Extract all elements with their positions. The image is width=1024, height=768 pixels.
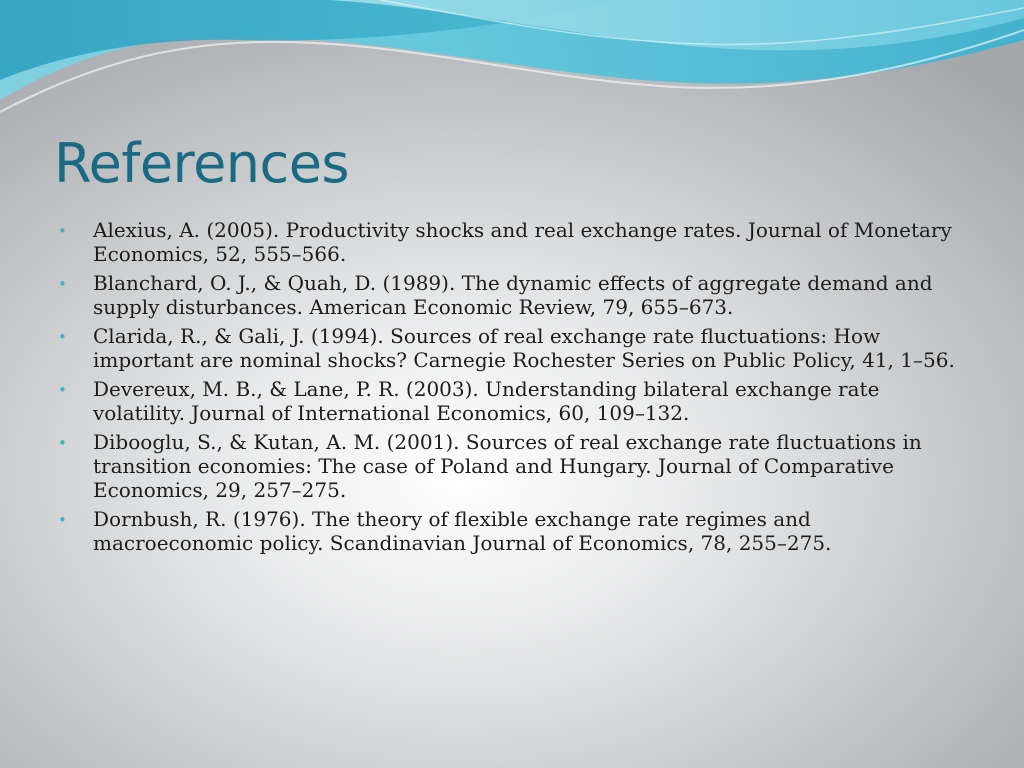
reference-item [58, 271, 958, 319]
bullet-dot-icon: • [58, 381, 67, 399]
reference-text: Dornbush, R. (1976). The theory of flexible exchange rate regimes and macroeconomic policy. Scandinavian Journal of Economics, 78, 255–275. [93, 507, 832, 555]
reference-list [58, 218, 958, 560]
reference-text: Clarida, R., & Gali, J. (1994). Sources of real exchange rate fluctuations: How important are nominal shocks? Carnegie Rochester Series on Public Policy, 41, 1–56. [93, 324, 955, 372]
bullet-dot-icon: • [58, 222, 67, 240]
reference-item [58, 324, 958, 372]
reference-item [58, 430, 958, 502]
slide-title: References [54, 132, 350, 195]
bullet-dot-icon: • [58, 275, 67, 293]
reference-item [58, 507, 958, 555]
reference-item [58, 218, 958, 266]
reference-text: Dibooglu, S., & Kutan, A. M. (2001). Sources of real exchange rate fluctuations in transition economies: The case of Poland and Hungary. Journal of Comparative Economics, 29, 257–275. [93, 430, 922, 502]
reference-text: Devereux, M. B., & Lane, P. R. (2003). Understanding bilateral exchange rate volatility. Journal of International Economics, 60, 109–132. [93, 377, 880, 425]
bullet-dot-icon: • [58, 434, 67, 452]
reference-text: Alexius, A. (2005). Productivity shocks and real exchange rates. Journal of Monetary Economics, 52, 555–566. [93, 218, 952, 266]
bullet-dot-icon: • [58, 511, 67, 529]
bullet-dot-icon: • [58, 328, 67, 346]
wave-decoration [0, 0, 1024, 120]
reference-text: Blanchard, O. J., & Quah, D. (1989). The dynamic effects of aggregate demand and supply disturbances. American Economic Review, 79, 655–673. [93, 271, 933, 319]
reference-item [58, 377, 958, 425]
